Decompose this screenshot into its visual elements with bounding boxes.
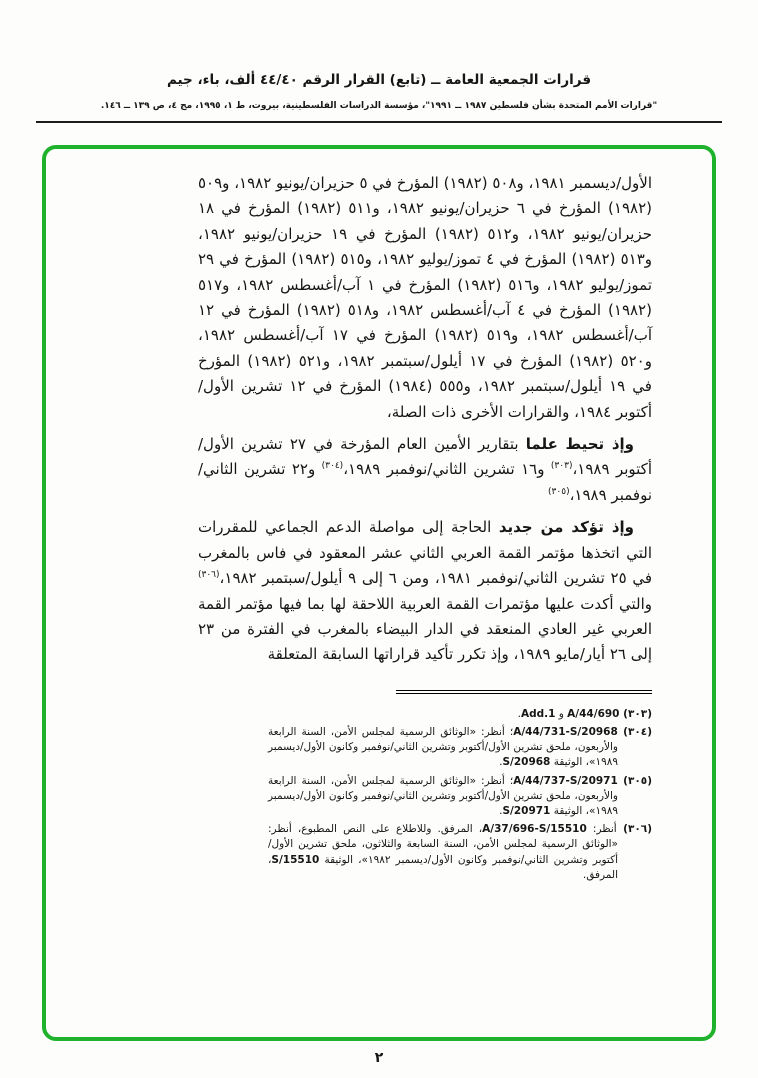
text-column <box>198 171 652 886</box>
paragraph <box>198 515 652 667</box>
text-run: الأول/ديسمبر ١٩٨١، و٥٠٨ (١٩٨٢) المؤرخ في ٥ حزيران/يونيو ١٩٨٢، و٥٠٩ (١٩٨٢) المؤرخ في ٦ حزيران/يونيو ١٩٨٢، و٥١١ (١٩٨٢) المؤرخ في ١٨ حزيران/يونيو ١٩٨٢، و٥١٢ (١٩٨٢) المؤرخ في ١٩ حزيران/يونيو ١٩٨٢، و٥١٣ (١٩٨٢) المؤرخ في ٤ تموز/يوليو ١٩٨٢، و٥١٥ (١٩٨٢) المؤرخ في ٢٩ تموز/يوليو ١٩٨٢، و٥١٦ (١٩٨٢) المؤرخ في ١ آب/أغسطس ١٩٨٢، و٥١٧ (١٩٨٢) المؤرخ في ٤ آب/أغسطس ١٩٨٢، و٥١٨ (١٩٨٢) المؤرخ في ١٢ آب/أغسطس ١٩٨٢، و٥١٩ (١٩٨٢) المؤرخ في ١٧ آب/أغسطس ١٩٨٢، و٥٢٠ (١٩٨٢) المؤرخ في ١٧ أيلول/سبتمبر ١٩٨٢، و٥٢١ (١٩٨٢) المؤرخ في ١٩ أيلول/سبتمبر ١٩٨٢، و٥٥٥ (١٩٨٤) المؤرخ في ١٢ تشرين الأول/أكتوبر ١٩٨٤، والقرارات الأخرى ذات الصلة، <box>198 174 653 421</box>
footnote-marker: (٣٠٦) <box>616 823 652 836</box>
text-run: ، المرفق. <box>268 853 618 881</box>
text-run: S/15510 <box>271 853 320 866</box>
text-run: والتي أكدت عليها مؤتمرات القمة العربية اللاحقة لها بما فيها مؤتمر القمة العربي غير العادي المنعقد في الدار البيضاء بالمغرب في الفترة من ٢٣ إلى ٢٦ أيار/مايو ١٩٨٩، وإذ تكرر تأكيد قراراتها السابقة المتعلقة <box>198 594 652 664</box>
footnotes <box>268 707 652 883</box>
text-run: Add.1 <box>520 707 556 720</box>
text-run: وإذ تؤكد من جديد <box>498 518 634 537</box>
body-paragraphs <box>198 171 652 668</box>
content-frame <box>42 145 716 1041</box>
text-run: A/37/696-S/15510 <box>482 823 587 836</box>
footnote <box>268 774 652 820</box>
footnote-reference: (٣٠٦) <box>198 570 220 581</box>
footnote-reference: (٣٠٣) <box>550 461 573 472</box>
text-run: و٢٢ تشرين الثاني/نوفمبر ١٩٨٩، <box>198 460 652 504</box>
text-run: وإذ تحيط علما <box>525 435 634 454</box>
text-run: ؛ أنظر: «الوثائق الرسمية لمجلس الأمن، السنة الرابعة والأربعون، ملحق تشرين الأول/أكتوبر وتشرين الثاني/نوفمبر وكانون الأول/ديسمبر ١٩٨٩»، الوثيقة <box>268 725 618 769</box>
text-run: بتقارير الأمين العام المؤرخة في ٢٧ تشرين الأول/أكتوبر ١٩٨٩، <box>198 435 652 479</box>
header-divider <box>36 121 722 123</box>
footnote-marker: (٣٠٣) <box>619 707 652 720</box>
text-run: و <box>555 707 568 720</box>
text-run: ؛ أنظر: «الوثائق الرسمية لمجلس الأمن، السنة الرابعة والأربعون، ملحق تشرين الأول/أكتوبر وتشرين الثاني/نوفمبر وكانون الأول/ديسمبر ١٩٨٩»، الوثيقة <box>268 774 618 817</box>
source-citation-line: "قرارات الأمم المتحدة بشأن فلسطين ١٩٨٧ ــ ١٩٩١"، مؤسسة الدراسات الفلسطينية، بيروت، ط ١، ١٩٩٥، مج ٤، ص ١٣٩ ــ ١٤٦. <box>100 101 658 111</box>
paragraph <box>198 171 652 425</box>
footnote-separator <box>396 690 652 694</box>
text-run: ، المرفق. وللاطلاع على النص المطبوع، أنظر: «الوثائق الرسمية لمجلس الأمن، السنة السابعة والثلاثون، ملحق تشرين الأول/أكتوبر وتشرين الثاني/نوفمبر وكانون الأول/ديسمبر ١٩٨٢»، الوثيقة <box>268 823 619 866</box>
footnote-marker: (٣٠٤) <box>617 725 652 738</box>
page-number: ٢ <box>374 1050 384 1066</box>
text-run: A/44/690 <box>567 707 620 720</box>
text-run: أنظر: <box>586 823 617 836</box>
page-header <box>0 72 758 111</box>
text-run: و١٦ تشرين الثاني/نوفمبر ١٩٨٩، <box>343 460 551 479</box>
footnote-reference: (٣٠٤) <box>321 461 344 472</box>
footnote-marker: (٣٠٥) <box>617 774 652 787</box>
text-run: . <box>499 804 503 817</box>
text-run: الحاجة إلى مواصلة الدعم الجماعي للمقررات التي اتخذها مؤتمر القمة العربي الثاني عشر المعقود في فاس بالمغرب في ٢٥ تشرين الثاني/نوفمبر ١٩٨١، ومن ٦ إلى ٩ أيلول/سبتمبر ١٩٨٢، <box>198 518 652 588</box>
paragraph <box>198 432 652 508</box>
footnote <box>268 725 652 771</box>
text-run: S/20968 <box>502 756 551 769</box>
text-run: S/20971 <box>502 804 551 817</box>
text-run: . <box>499 756 503 769</box>
document-title: قرارات الجمعية العامة ــ (تابع) القرار الرقم ٤٤/٤٠ ألف، باء، جيم <box>166 72 592 88</box>
footnote-reference: (٣٠٥) <box>548 486 570 497</box>
text-run: A/44/737-S/20971 <box>513 774 618 787</box>
footnote <box>268 707 652 722</box>
footnote <box>268 822 652 883</box>
text-run: . <box>517 707 521 720</box>
text-run: A/44/731-S/20968 <box>513 725 618 738</box>
